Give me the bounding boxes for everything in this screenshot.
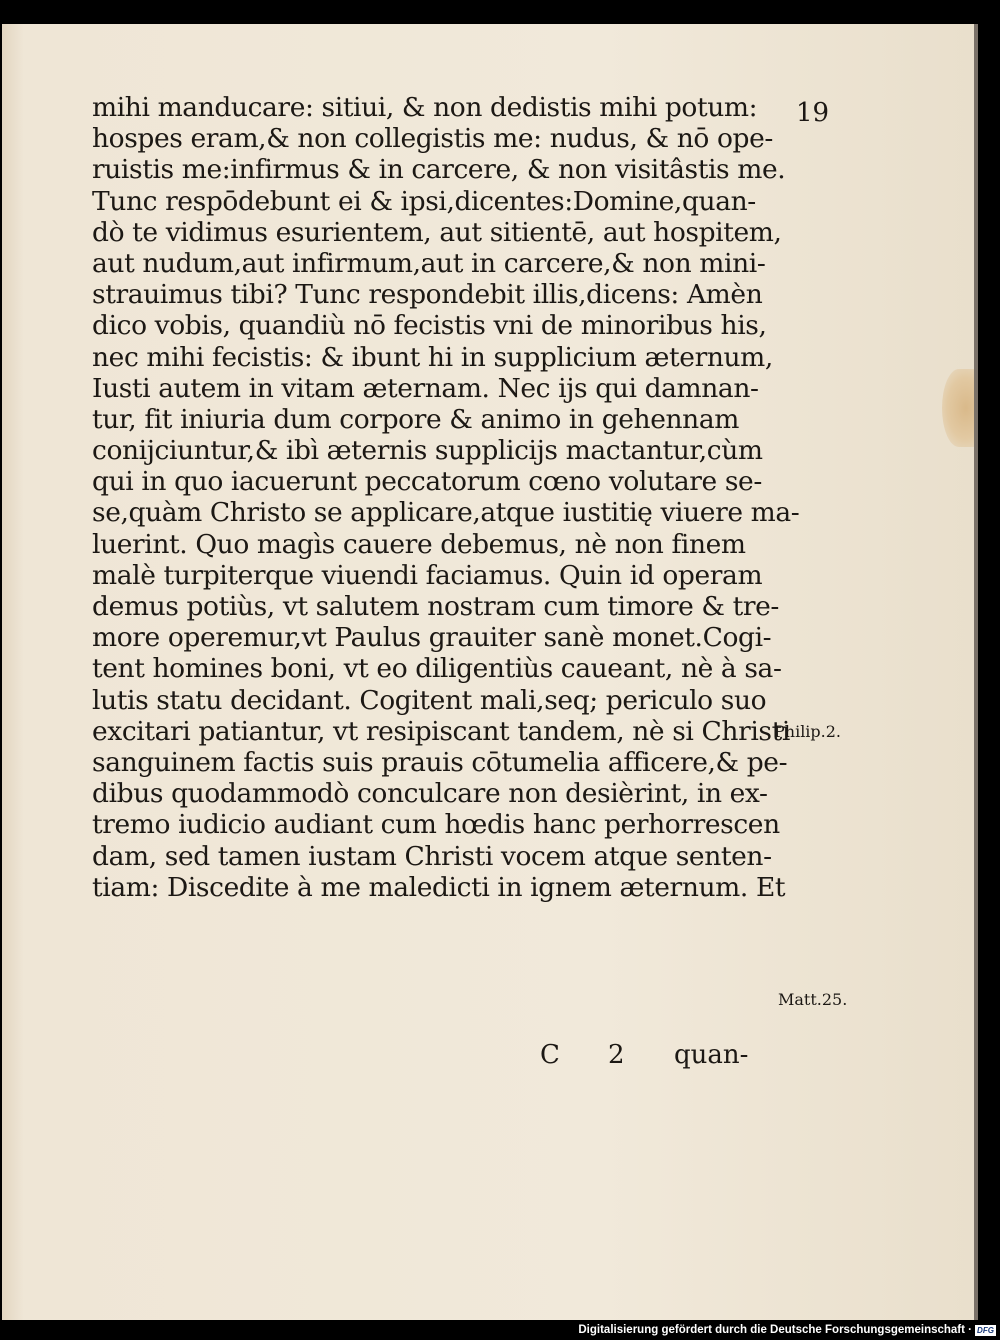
text-line: strauimus tibi? Tunc respondebit illis,dicens: Amèn: [92, 279, 763, 311]
text-line: se,quàm Christo se applicare,atque iustitię viuere ma-: [92, 497, 800, 529]
text-line: aut nudum,aut infirmum,aut in carcere,& non mini-: [92, 247, 766, 279]
text-line: ruistis me:infirmus & in carcere, & non visitâstis me.: [92, 154, 786, 186]
text-line: Tunc respōdebunt ei & ipsi,dicentes:Domine,quan-: [92, 185, 756, 217]
text-line: tur, fit iniuria dum corpore & animo in gehennam: [92, 403, 739, 435]
text-line: sanguinem factis suis prauis cōtumelia afficere,& pe-: [92, 746, 788, 778]
text-line: tent homines boni, vt eo diligentiùs caueant, nè à sa-: [92, 653, 782, 685]
text-line: conijciuntur,& ibì æternis supplicijs mactantur,cùm: [92, 435, 763, 467]
signature-mark: C: [540, 1040, 560, 1070]
text-line: dò te vidimus esurientem, aut sitientē, aut hospitem,: [92, 216, 782, 248]
text-line: demus potiùs, vt salutem nostram cum timore & tre-: [92, 591, 779, 622]
text-line: mihi manducare: sitiui, & non dedistis mihi potum:: [92, 92, 758, 123]
dfg-logo: DFG: [975, 1325, 996, 1336]
margin-note-matt: Matt.25.: [778, 990, 848, 1009]
text-line: tremo iudicio audiant cum hœdis hanc perhorrescen: [92, 809, 780, 841]
text-line: hospes eram,& non collegistis me: nudus, & nō ope-: [92, 123, 773, 155]
text-line: excitari patiantur, vt resipiscant tandem, nè si Christi: [92, 715, 790, 747]
page-number: 19: [796, 98, 830, 128]
signature-number: 2: [608, 1040, 625, 1070]
text-line: dico vobis, quandiù nō fecistis vni de minoribus his,: [92, 310, 767, 342]
text-line: dam, sed tamen iustam Christi vocem atque senten-: [92, 840, 772, 872]
body-text: [92, 92, 800, 903]
foxing-stain: [942, 369, 976, 447]
text-line: dibus quodammodò conculcare non desièrint, in ex-: [92, 778, 768, 810]
page-edge: [974, 24, 978, 1320]
text-line: more operemur,vt Paulus grauiter sanè monet.Cogi-: [92, 622, 772, 654]
text-line: lutis statu decidant. Cogitent mali,seq; periculo suo: [92, 684, 767, 716]
text-line: tiam: Discedite à me maledicti in ignem æternum. Et: [92, 871, 786, 903]
text-line: qui in quo iacuerunt peccatorum cœno volutare se-: [92, 466, 762, 498]
text-line: malè turpiterque viuendi faciamus. Quin id operam: [92, 559, 763, 591]
catchword: quan-: [674, 1040, 749, 1070]
funding-credit: Digitalisierung gefördert durch die Deutsche Forschungsgemeinschaft ·: [578, 1324, 972, 1336]
signature-line: [540, 1040, 780, 1070]
text-line: luerint. Quo magìs cauere debemus, nè non finem: [92, 528, 746, 560]
text-line: nec mihi fecistis: & ibunt hi in supplicium æternum,: [92, 341, 773, 373]
text-line: Iusti autem in vitam æternam. Nec ijs qui damnan-: [92, 372, 759, 404]
margin-note-philip: Philip.2.: [774, 722, 842, 741]
